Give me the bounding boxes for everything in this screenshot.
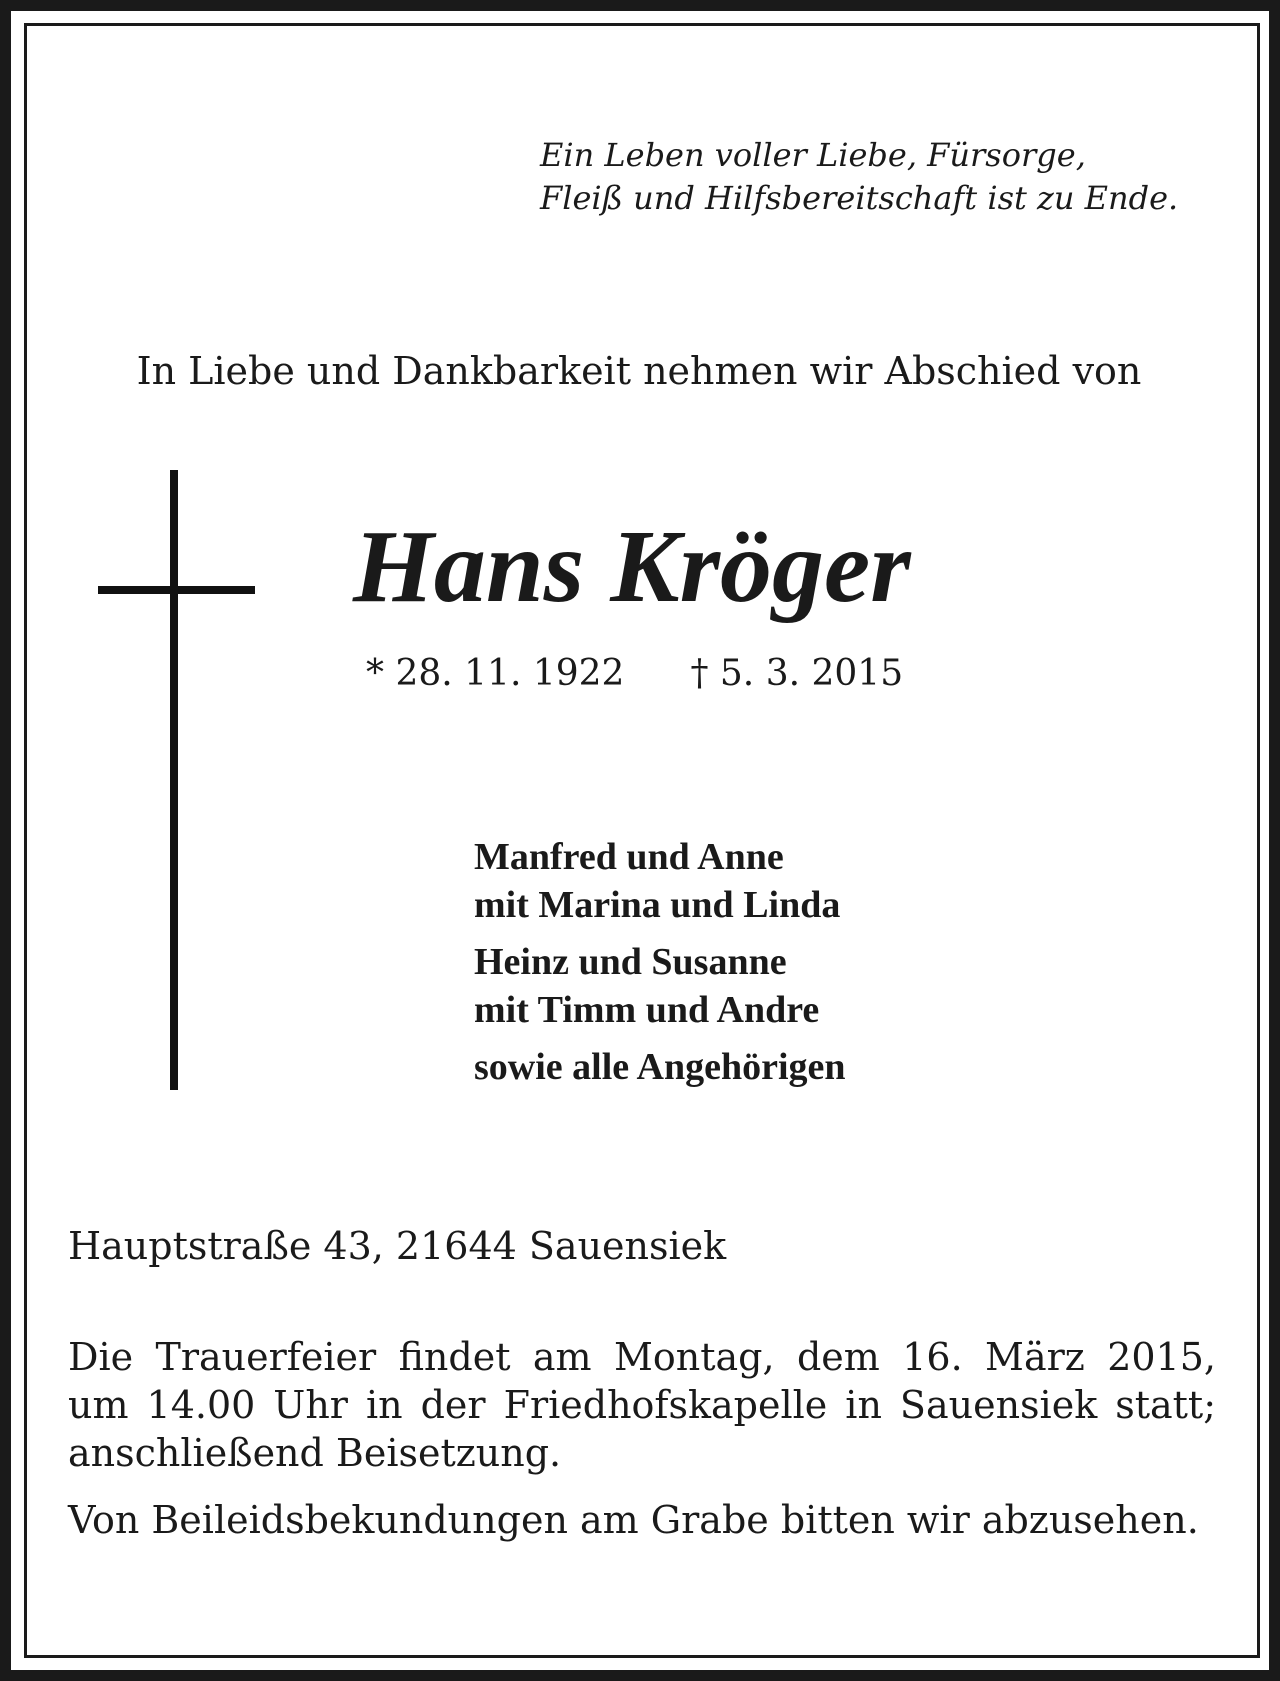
deceased-name: Hans Kröger (353, 509, 911, 624)
condolence-request: Von Beileidsbekundungen am Grabe bitten wir abzusehen. (68, 1498, 1199, 1542)
intro-line: In Liebe und Dankbarkeit nehmen wir Abschied von (136, 349, 1142, 393)
mourner-group-1 (474, 833, 846, 929)
birth-date: * 28. 11. 1922 (366, 653, 625, 694)
mourner-line: mit Marina und Linda (474, 884, 841, 926)
cross-horizontal-bar (98, 586, 255, 594)
ceremony-line-1: Die Trauerfeier findet am Montag, dem 16. März 2015, (68, 1335, 1216, 1379)
cross-icon (98, 470, 258, 1090)
mourner-group-2 (474, 938, 846, 1034)
motto-line-1: Ein Leben voller Liebe, Fürsorge, (540, 136, 1086, 174)
cross-vertical-bar (170, 470, 178, 1090)
motto-line-2: Fleiß und Hilfsbereitschaft ist zu Ende. (540, 179, 1179, 217)
death-date: † 5. 3. 2015 (690, 653, 904, 694)
mourner-line: Heinz und Susanne (474, 941, 787, 983)
ceremony-line-3: anschließend Beisetzung. (68, 1431, 562, 1475)
ceremony-line-2: um 14.00 Uhr in der Friedhofskapelle in Sauensiek statt; (68, 1383, 1216, 1427)
life-dates (366, 652, 903, 696)
mourner-closing: sowie alle Angehörigen (474, 1046, 846, 1088)
family-address: Hauptstraße 43, 21644 Sauensiek (68, 1224, 727, 1268)
mourner-line: mit Timm und Andre (474, 989, 820, 1031)
intro-text (0, 348, 1280, 394)
mourner-line: Manfred und Anne (474, 836, 784, 878)
mourners-list (474, 833, 846, 1091)
ceremony-info (68, 1333, 1216, 1477)
motto-quote (540, 134, 1240, 220)
